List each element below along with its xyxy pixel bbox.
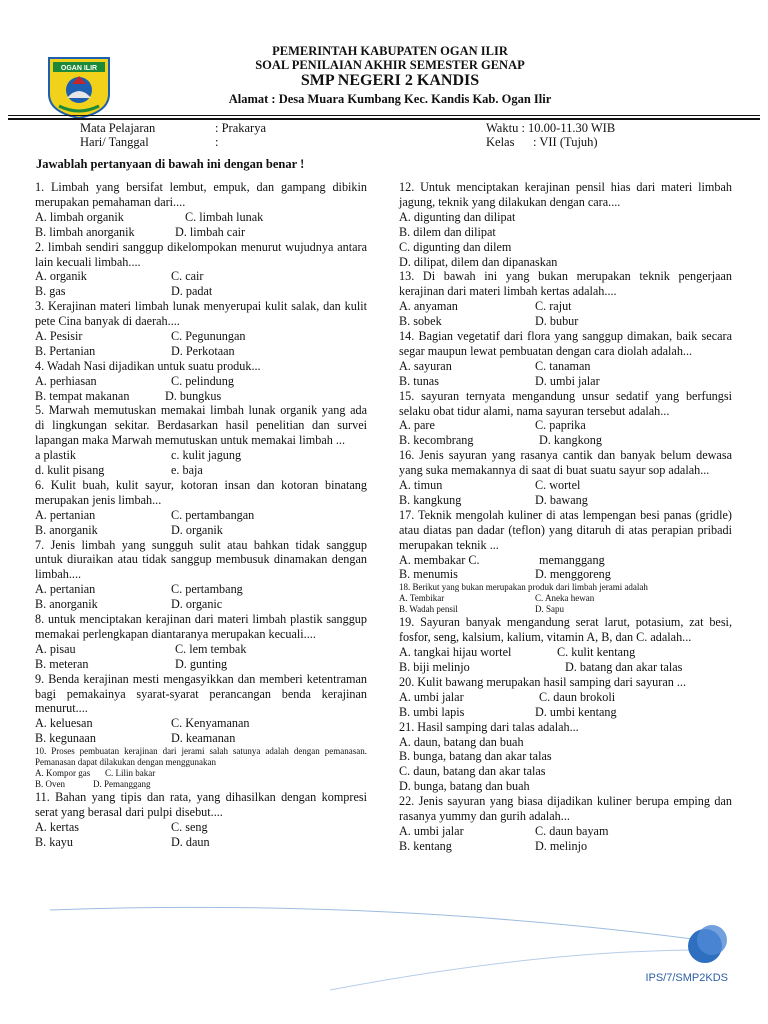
time-info: Waktu : 10.00-11.30 WIB (486, 121, 616, 135)
answer-options-row (399, 418, 732, 433)
answer-options-row (35, 463, 367, 478)
answer-option: C. cair (171, 269, 204, 284)
question-text: 10. Proses pembuatan kerajinan dari jerami salah satunya adalah dengan pemanasan. Pemanasan dapat dilakukan dengan menggunakan (35, 746, 367, 768)
question-item (399, 675, 732, 720)
answer-option: D. gunting (175, 656, 228, 671)
question-item (399, 448, 732, 508)
question-text: 12. Untuk menciptakan kerajinan pensil hias dari materi limbah jagung, teknik yang dilakukan dengan cara.... (399, 180, 732, 209)
answer-options-row (35, 820, 367, 835)
answer-option: A. kertas (35, 819, 79, 834)
answer-options-row (399, 478, 732, 493)
answer-options-row (35, 374, 367, 389)
answer-option: D. organic (171, 597, 223, 612)
answer-options-row (399, 705, 732, 720)
answer-option: A. tangkai hijau wortel (399, 645, 512, 660)
answer-option: C. Kenyamanan (171, 716, 250, 731)
answer-option: B. tunas (399, 373, 439, 388)
answer-options-row (399, 553, 732, 568)
answer-options-row (35, 344, 367, 359)
answer-option: D. umbi kentang (535, 704, 617, 719)
answer-option: A. sayuran (399, 358, 452, 373)
answer-option: C. daun bayam (535, 823, 609, 838)
answer-option: a plastik (35, 448, 76, 463)
answer-option: D. dilipat, dilem dan dipanaskan (399, 254, 558, 269)
question-item (399, 582, 732, 615)
answer-option: B. sobek (399, 314, 442, 329)
answer-option: D. Perkotaan (171, 343, 235, 358)
header-divider (8, 115, 760, 116)
answer-option: D. menggoreng (535, 567, 611, 582)
question-item (35, 180, 367, 240)
answer-options-row (399, 567, 732, 582)
header-school-name: SMP NEGERI 2 KANDIS (300, 72, 480, 89)
question-item (399, 794, 732, 854)
answer-option: C. pelindung (171, 373, 234, 388)
question-text: 16. Jenis sayuran yang rasanya cantik dan banyak belum dewasa yang suka memakannya di saat di buat suatu sayur sop adalah... (399, 448, 732, 478)
answer-option: D. Sapu (535, 604, 564, 615)
question-text: 8. untuk menciptakan kerajinan dari materi limbah plastik sanggup memakai perlengkapan diantaranya merupakan kecuali.... (35, 612, 367, 641)
question-item (399, 329, 732, 389)
answer-options-row (399, 314, 732, 329)
answer-option: A. pertanian (35, 507, 96, 522)
answer-options-row (399, 839, 732, 854)
answer-option: A. digunting dan dilipat (399, 209, 516, 224)
answer-option: A. umbi jalar (399, 823, 464, 838)
answer-option: B. limbah anorganik (35, 224, 135, 239)
answer-option: D. melinjo (535, 838, 588, 853)
answer-option: A. daun, batang dan buah (399, 734, 524, 749)
answer-options-row (35, 768, 367, 779)
answer-option: C. kulit kentang (557, 645, 636, 660)
answer-option: C. limbah lunak (185, 209, 264, 224)
question-text: 14. Bagian vegetatif dari flora yang sanggup dimakan, baik secara segar maupun lewat pembuatan dengan cara diolah adalah... (399, 329, 732, 358)
footer-code: IPS/7/SMP2KDS (645, 972, 728, 984)
answer-option: c. kulit jagung (171, 448, 242, 463)
questions-right-column (399, 180, 732, 854)
answer-option: e. baja (171, 463, 203, 478)
question-item (35, 612, 367, 672)
class-value: : VII (Tujuh) (533, 135, 598, 149)
instruction: Jawablah pertanyaan di bawah ini dengan benar ! (36, 157, 305, 171)
answer-options-row (35, 779, 367, 790)
answer-options-row (35, 597, 367, 612)
answer-option: memanggang (539, 552, 605, 567)
header-exam-title: SOAL PENILAIAN AKHIR SEMESTER GENAP (255, 58, 525, 72)
header-divider-thick (8, 118, 760, 120)
answer-option: B. kecombrang (399, 433, 474, 448)
answer-options-row (399, 299, 732, 314)
answer-option: B. gas (35, 284, 66, 299)
answer-option: A. perhiasan (35, 373, 97, 388)
question-item (35, 538, 367, 613)
answer-option: C. Aneka hewan (535, 593, 595, 604)
answer-option: B. kayu (35, 834, 73, 849)
answer-option: D. umbi jalar (535, 373, 600, 388)
subject-label: Mata Pelajaran (80, 121, 156, 135)
answer-options-row (35, 731, 367, 746)
answer-option: A. pertanian (35, 582, 96, 597)
question-item (399, 720, 732, 795)
answer-option: d. kulit pisang (35, 463, 105, 478)
answer-options-row (399, 824, 732, 839)
answer-options-row (35, 448, 367, 463)
answer-option: D. limbah cair (175, 224, 246, 239)
question-text: 7. Jenis limbah yang sungguh sulit atau bahkan tidak sanggup untuk diuraikan atau tidak sanggup membusuk dinamakan dengan limbah.... (35, 537, 367, 582)
questions-left-column (35, 180, 367, 850)
class-label: Kelas (486, 135, 515, 149)
answer-option: C. tanaman (535, 358, 591, 373)
answer-option: C. Pegunungan (171, 329, 246, 343)
answer-option: A. Pesisir (35, 329, 83, 343)
answer-option: D. organik (171, 522, 223, 537)
answer-option: D. bungkus (165, 388, 222, 403)
answer-options-row (35, 716, 367, 731)
question-item (399, 389, 732, 449)
answer-option: D. Pemanggang (93, 779, 151, 790)
answer-option: D. bawang (535, 492, 588, 507)
answer-option: B. Oven (35, 779, 65, 790)
answer-option: B. menumis (399, 567, 458, 582)
answer-option: C. lem tembak (175, 641, 247, 656)
answer-options-row (35, 329, 367, 344)
answer-option: B. anorganik (35, 597, 98, 612)
answer-option: B. kangkung (399, 492, 462, 507)
answer-options-row (399, 645, 732, 660)
answer-options-row (35, 642, 367, 657)
question-item (35, 299, 367, 359)
subject-value: : Prakarya (215, 121, 267, 135)
question-text: 1. Limbah yang bersifat lembut, empuk, dan gampang dibikin merupakan pemahaman dari.... (35, 180, 367, 209)
question-text: 11. Bahan yang tipis dan rata, yang dihasilkan dengan kompresi serat yang berasal dari pulpi disebut.... (35, 790, 367, 820)
answer-option: C. pertambang (171, 582, 243, 597)
answer-option: B. kegunaan (35, 731, 96, 746)
answer-option: B. bunga, batang dan akar talas (399, 749, 552, 764)
answer-options-row (399, 359, 732, 374)
answer-option: B. tempat makanan (35, 388, 130, 403)
ogan-ilir-emblem-icon (47, 54, 111, 120)
answer-option: A. Kompor gas (35, 768, 91, 779)
answer-option: B. umbi lapis (399, 704, 465, 719)
question-item (35, 359, 367, 404)
answer-option: D. padat (171, 284, 213, 299)
answer-option: A. membakar C. (399, 552, 480, 567)
answer-option: A. anyaman (399, 299, 458, 314)
question-item (35, 746, 367, 790)
answer-option: B. anorganik (35, 522, 98, 537)
answer-options-row (35, 225, 367, 240)
question-text: 17. Teknik mengolah kuliner di atas lempengan besi panas (gridle) atau diatas pan dadar (teflon) yang ditaruh di atas perapian pribadi merupakan teknik ... (399, 507, 732, 552)
answer-options-row (35, 657, 367, 672)
question-text: 6. Kulit buah, kulit sayur, kotoran insan dan kotoran binatang merupakan jenis limbah... (35, 477, 367, 507)
answer-option: C. daun, batang dan akar talas (399, 764, 546, 779)
answer-option: D. daun (171, 834, 210, 849)
answer-option: A. pare (399, 418, 435, 433)
question-item (399, 180, 732, 269)
answer-options-row (35, 523, 367, 538)
question-text: 4. Wadah Nasi dijadikan untuk suatu produk... (35, 358, 261, 373)
question-text: 19. Sayuran banyak mengandung serat larut, potasium, zat besi, fosfor, seng, kalsium, kalium, vitamin A, B, dan C. adalah... (399, 615, 732, 645)
question-item (399, 508, 732, 583)
answer-options-row (399, 660, 732, 675)
question-text: 2. limbah sendiri sanggup dikelompokan menurut wujudnya antara lain kecuali limbah.... (35, 239, 367, 269)
answer-option: C. pertambangan (171, 507, 255, 522)
answer-option: B. Wadah pensil (399, 604, 458, 615)
answer-options-row (35, 582, 367, 597)
header-government: PEMERINTAH KABUPATEN OGAN ILIR (272, 44, 508, 58)
question-text: 18. Berikut yang bukan merupakan produk dari limbah jerami adalah (399, 582, 648, 593)
answer-option: C. rajut (535, 299, 572, 314)
answer-options-row (35, 508, 367, 523)
answer-option: C. digunting dan dilem (399, 239, 512, 254)
answer-option: C. Lilin bakar (105, 768, 156, 779)
answer-option: D. kangkong (539, 433, 602, 448)
answer-option: D. batang dan akar talas (565, 660, 683, 675)
answer-option: C. seng (171, 819, 208, 834)
answer-option: C. daun brokoli (539, 689, 616, 704)
answer-option: C. wortel (535, 478, 581, 493)
answer-options-row (35, 389, 367, 404)
header-address: Alamat : Desa Muara Kumbang Kec. Kandis Kab. Ogan Ilir (228, 92, 552, 106)
question-text: 5. Marwah memutuskan memakai limbah lunak organik yang ada di lingkungan sekitar. Berdasarkan hasil penelitian dan survei lapangan maka Marwah memutuskan untuk memakai limbah ... (35, 403, 367, 448)
answer-option: A. keluesan (35, 716, 93, 731)
answer-options-row (35, 835, 367, 850)
answer-options-row (35, 269, 367, 284)
question-item (35, 478, 367, 538)
answer-options-row (399, 604, 732, 615)
answer-option: A. organik (35, 269, 87, 284)
answer-option: B. dilem dan dilipat (399, 224, 496, 239)
question-text: 20. Kulit bawang merupakan hasil samping dari sayuran ... (399, 674, 687, 689)
answer-option: B. kentang (399, 838, 452, 853)
answer-option: B. Pertanian (35, 343, 96, 358)
answer-option: A. Tembikar (399, 593, 445, 604)
answer-option: B. meteran (35, 656, 89, 671)
question-text: 3. Kerajinan materi limbah lunak menyerupai kulit salak, dan kulit pete Cina banyak di daerah.... (35, 299, 367, 329)
question-item (35, 403, 367, 478)
answer-option: A. pisau (35, 641, 76, 656)
answer-option: D. keamanan (171, 731, 236, 746)
question-text: 22. Jenis sayuran yang biasa dijadikan kuliner berupa emping dan rasanya yummy dan gurih adalah... (399, 794, 732, 824)
date-label: Hari/ Tanggal (80, 135, 149, 149)
answer-option: D. bubur (535, 314, 579, 329)
question-item (35, 672, 367, 747)
question-item (35, 790, 367, 850)
answer-option: D. bunga, batang dan buah (399, 779, 530, 794)
question-item (399, 269, 732, 329)
answer-options-row (399, 493, 732, 508)
answer-options-row (399, 433, 732, 448)
answer-option: B. biji melinjo (399, 660, 470, 675)
answer-options-row (399, 690, 732, 705)
question-item (35, 240, 367, 300)
answer-options-row (35, 284, 367, 299)
date-value: : (215, 135, 219, 149)
answer-option: C. paprika (535, 418, 586, 433)
answer-option: A. umbi jalar (399, 689, 464, 704)
question-item (399, 615, 732, 675)
answer-options-row (399, 374, 732, 389)
question-text: 21. Hasil samping dari talas adalah... (399, 719, 579, 734)
answer-options-row (35, 210, 367, 225)
answer-option: A. timun (399, 478, 443, 493)
answer-option: A. limbah organik (35, 209, 124, 224)
question-text: 9. Benda kerajinan mesti mengasyikkan dan memberi ketentraman bagi pemakainya syarat-syarat perancangan benda kerajinan menurut.... (35, 671, 367, 716)
question-text: 13. Di bawah ini yang bukan merupakan teknik pengerjaan kerajinan dari materi limbah kertas adalah.... (399, 269, 732, 299)
question-text: 15. sayuran ternyata mengandung unsur sedatif yang berfungsi selaku obat tidur alami, nama sayuran tersebut adalah... (399, 388, 732, 418)
answer-options-row (399, 593, 732, 604)
logo-text: OGAN ILIR (60, 65, 98, 72)
